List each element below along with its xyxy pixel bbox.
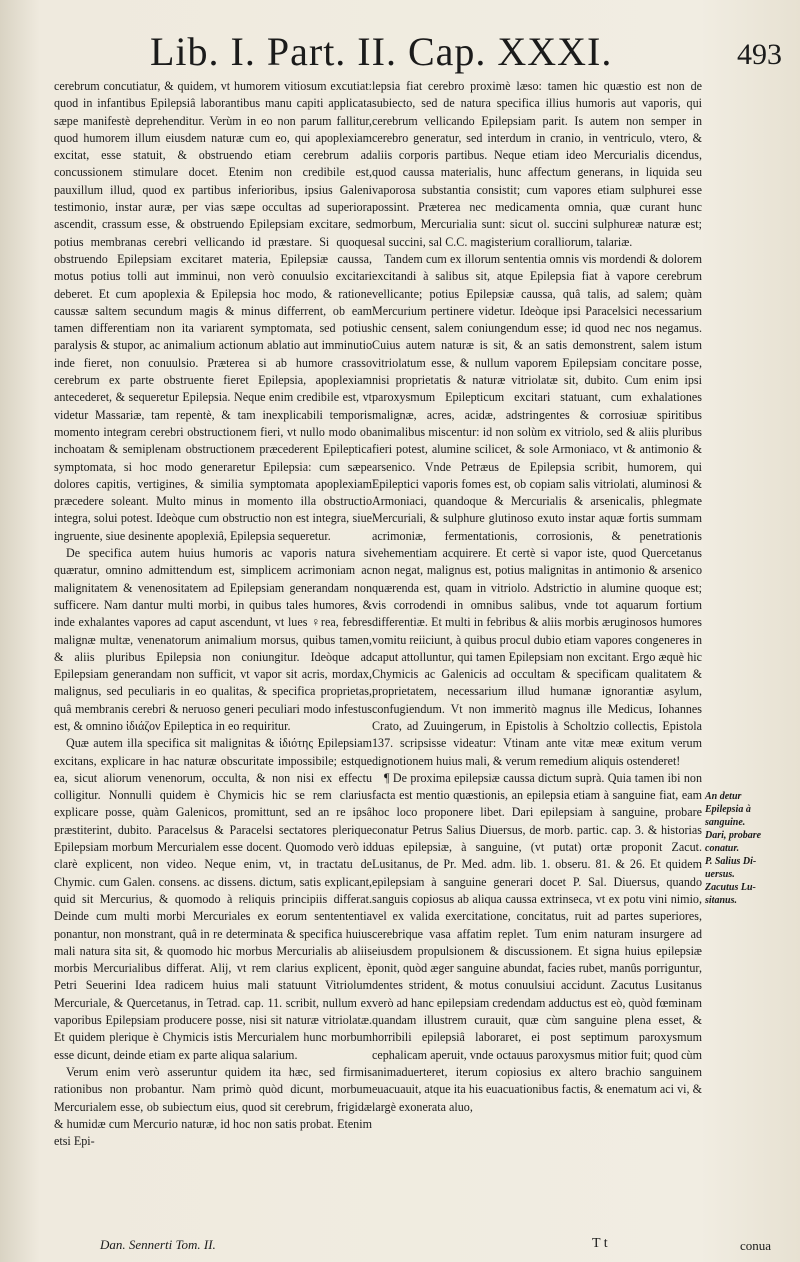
margin-note: Epilepsia à [705, 804, 751, 815]
left-paragraph: Quæ autem illa specifica sit malignitas & ἰδιότης Epilepsiam excitans, explicare in hac naturæ obscuritate impossibile; estque ea, sicut aliorum venenorum, occulta, & non nisi ex effectu colligitur. Nonnulli quidem è Chymicis hic se rem clarius explicare posse, quàm Galenicos, promittunt, sed an re ipsâ præstiterint, dubito. Paracelsus & Paracelsi sectatores plerique Epilepsiam morbum Mercurialem esse docent. Quomodo verò id clarè explicent, non video. Neque enim, vt, in tractatu de Chymic. cum Galen. consens. ac dissens. dictum, satis explicant, quid sit Mercurius, & quomodo à reliquis principiis differat. Deinde cum multi morbi Mercuriales ex eorum sentententia ponantur, non monstrant, quâ in re determinata & specifica huius mali natura sita sit, & quomodo hic morbus Mercurialis ab aliis morbis Mercurialibus differat. Alij, vt rem clarius explicent, è Petri Seuerini Idea radicem huius mali statuunt Vitriolum Mercuriale, & Quercetanus, in Tetrad. cap. 11. scribit, nullum ex vaporibus Epilepsiam producere posse, nisi sit naturæ vitriolatæ. Et quidem plerique è Chymicis istis Mercurialem hunc morbum esse dicunt, deinde etiam ex parte aliqua salarium. [54, 736, 372, 1062]
margin-note: sitanus. [705, 895, 737, 906]
margin-note: Zacutus Lu- [705, 882, 756, 893]
left-paragraph: Verum enim verò asseruntur quidem ita hæc, sed firmis rationibus non probantur. Nam primò quòd dicunt, morbum Mercurialem esse, ob subiectum eius, quod sit cerebrum, frigidæ & humidæ cum Mercurio naturæ, id hoc non satis probat. Etenim etsi Epi- [54, 1064, 372, 1149]
margin-note: sanguine. [705, 817, 746, 828]
margin-note: uersus. [705, 869, 735, 880]
running-head: Lib. I. Part. II. Cap. XXXI. [150, 29, 613, 74]
right-paragraph: ¶ De proxima epilepsiæ caussa dictum suprà. Quia tamen ibi non facta est mentio quæstionis, an epilepsia etiam à sanguine fiat, eam hoc loco proponere libet. Dari epilepsiam à sanguine, probare conatur Petrus Salius Diuersus, de morb. partic. cap. 3. & historias duas epilepsiæ, à sanguine, (vt putat) ortæ proponit Zacut. Lusitanus, de Pr. Med. adm. lib. 1. obseru. 81. & 26. Et quidem epilepsiam à sanguine generari docet P. Sal. Diuersus, quando sanguis copiosus ab aliqua caussa extrinseca, vt ex potu vini nimio, vel ex valida exercitatione, concitatus, ruit ad partes superiores, cerebrique vasa affatim replet. Tum enim naturam insurgere ad eiusdem propulsionem & discussionem. Et signa huius epilepsiæ ponit, quòd æger sanguine abundat, facies rubet, manûs porriguntur, dentes strident, & motus conuulsiui accidunt. Zacutus Lusitanus verò ad hanc epilepsiam credendam adductus est eò, quòd fœminam quandam illustrem curauit, quæ cùm sanguine plena esset, & horribili epilepsiâ laboraret, ei post septimum paroxysmum cephalicam aperuit, vnde octauus paroxysmus mitior fuit; quod cùm animaduerteret, iterum copiosius ex altero brachio sanguinem euacuauit, atque ita his euacuationibus factis, & enematum aci vi, & largè exonerata aluo, [372, 770, 702, 1114]
margin-note: An detur [705, 791, 742, 802]
catchword: conua [740, 1238, 772, 1253]
left-paragraph: De specifica autem huius humoris ac vaporis natura si quæratur, omnino admittendum est, simplicem acrimoniam ac malignitatem & venenositatem ad Epilepsiam generandam non sufficere. Nam dantur multi morbi, in quibus tales humores, & inde exhalantes vapores ad caput ascendunt, vt lues ♀rea, febres malignæ multæ, venenatorum animalium morsus, quibus tamen, & aliis pluribus Epilepsia non coniungitur. Ideòque ad Epilepsiam generandam non sufficit, vt vapor sit acris, mordax, malignus, sed peculiaris in eo qualitas, & specifica proprietas, quâ membranis cerebri & neruoso generi peculiari modo infestus est, & omnino ἰδιάζον Epileptica in eo requiritur. [54, 546, 372, 733]
margin-note: P. Salius Di- [705, 856, 757, 867]
margin-note: conatur. [705, 843, 740, 854]
left-column [54, 78, 372, 1150]
footer-signature: Dan. Sennerti Tom. II. [100, 1237, 216, 1252]
margin-note: Dari, probare [705, 830, 762, 841]
right-column [372, 78, 702, 1116]
right-paragraph: Tandem cum ex illorum sententia omnis vis mordendi & dolorem excitandi à salibus sit, atque Epilepsia fiat à vapore cerebrum vellicante; potius Epilepsiæ caussa, quâ talis, ad salem; quàm Mercurium pertinere videtur. Ideòque ipsi Paracelsici necessarium hic censent, salem coniungendum esse; id quod nec nos negamus. Cuius autem naturæ is sit, & an satis demonstrent, salem istum vitriolatum esse, & nullum vaporem Epilepsiam concitare posse, nisi proprietatis & naturæ vitriolatæ sit, dubito. Cum enim ipsi paroxysmum Epilepticum excitari statuant, cum exhalationes malignæ, acres, acidæ, adstringentes & corrosiuæ spiritibus animalibus miscentur: id non solùm ex vitriolo, sed & aliis pluribus fieri potest, alumine scilicet, & sole Armoniaco, vt & antimonio & arsenico. Vnde Petræus de Epilepsia scribit, humorem, qui Epileptici vaporis fomes est, ob copiam salis vitriolati, aluminosi & Armoniaci, quandoque & Mercurialis & arsenicalis, phlegmate Mercuriali, & sulphure glutinoso exuto instar aquæ fortis summam acrimoniæ, fermentationis, corrosionis, & penetrationis vehementiam acquirere. Et certè si vapor iste, quod Quercetanus non negat, malignus est, potius malignitas in antimonio & arsenico quærenda est, quam in vitriolo. Adstrictio in alumine quoque est; vis corrodendi in omnibus salibus, vnde tot aquarum fortium differentiæ. Et multi in febribus & aliis morbis æruginosos humores vomitu reiiciunt, à quibus procul dubio etiam vapores congeneres in caput attolluntur, qui tamen Epilepsiam non excitant. Ergo æquè hic Chymicis ac Galenicis ad occultam & specificam qualitatem & proprietatem, necessarium illud humanæ ignorantiæ asylum, confugiendum. Vt non immeritò magnus ille Medicus, Iohannes Crato, ad Zuuingerum, in Epistolis à Scholtzio collectis, Epistola 137. scripsisse videatur: Vtinam ante vitæ meæ exitum verum dignotionem huius mali, & verum remedium aliquis ostenderet! [372, 251, 702, 768]
margin-notes [705, 790, 795, 907]
right-paragraph: lepsia fiat cerebro proximè læso: tamen hic quæstio est non de subiecto, sed de natura specifica illius humoris aut vaporis, qui cerebrum vellicando Epilepsiam parit. Is autem non semper in cerebro generatur, sed interdum in cranio, in ventriculo, vtero, & aliis corporis partibus. Neque etiam ideo Mercurialis dicendus, quod caussa materialis, hunc affectum generans, in liquida seu vaporosa substantia consistit; cum vapores etiam sulphurei esse possint. Præterea nec medicamenta omnia, quæ curant hunc morbum, Mercurialia sunt: sicut ol. succini sulphureæ naturæ est; sal succini, sal C.C. magisterium coralliorum, talariæ. [372, 79, 702, 249]
signature-mark: T t [592, 1236, 608, 1251]
page-number: 493 [737, 38, 782, 71]
page-header [90, 28, 790, 78]
left-paragraph: cerebrum concutiatur, & quidem, vt humorem vitiosum excutiat: quod in infantibus Epilepsiâ laborantibus manu capiti applicata sæpe manifestè deprehenditur. Verùm in eo non parum fallitur, quod humorem illum eiusdem naturæ cum eo, qui apoplexiam excitat, esse statuit, & obstruendo etiam cerebrum ad concussionem stimulare docet. Etenim non credibile est, pauxillum illud, quod ex partibus inferioribus, ipsius Galeni testimonio, instar auræ, per vias sæpe occultas ad superiora ascendit, crassum esse, & obstruendo Epilepsiam excitare, sed potius membranas cerebri vellicando id præstare. Si quoque obstruendo Epilepsiam excitaret materia, Epilepsiæ caussa, motus potius tolli aut imminui, non verò conuulsio excitari deberet. Et cum apoplexia & Epilepsia hoc modo, & ratione caussæ saltem secundum magis & minus differrent, ob eam tamen differentiam non ita variarent symptomata, sed potius paralysis & stupor, ac animalium actionum ablatio aut imminutio inde fieret, non conuulsio. Præterea si ab humore crasso cerebrum ex parte obstruente fieret Epilepsia, apoplexiam antecederet, & sequeretur Epilepsia. Neque enim credibile est, vt videtur Massariæ, tam repentè, & tam inexplicabili temporis momento integram cerebri obstructionem fieri, vt nullo modo ob inchoatam & semiplenam obstructionem præcederent Epileptica symptomata, si hoc modo generaretur Epilepsia: cum sæpe dolores capitis, vertigines, & similia symptomata apoplexiam præcedere soleant. Multo minus in momento illa obstructio integra, solui potest. Ideòque cum obstructio non est integra, siue ingruente, siue desinente apoplexiâ, Epilepsia sequeretur. [54, 79, 372, 543]
